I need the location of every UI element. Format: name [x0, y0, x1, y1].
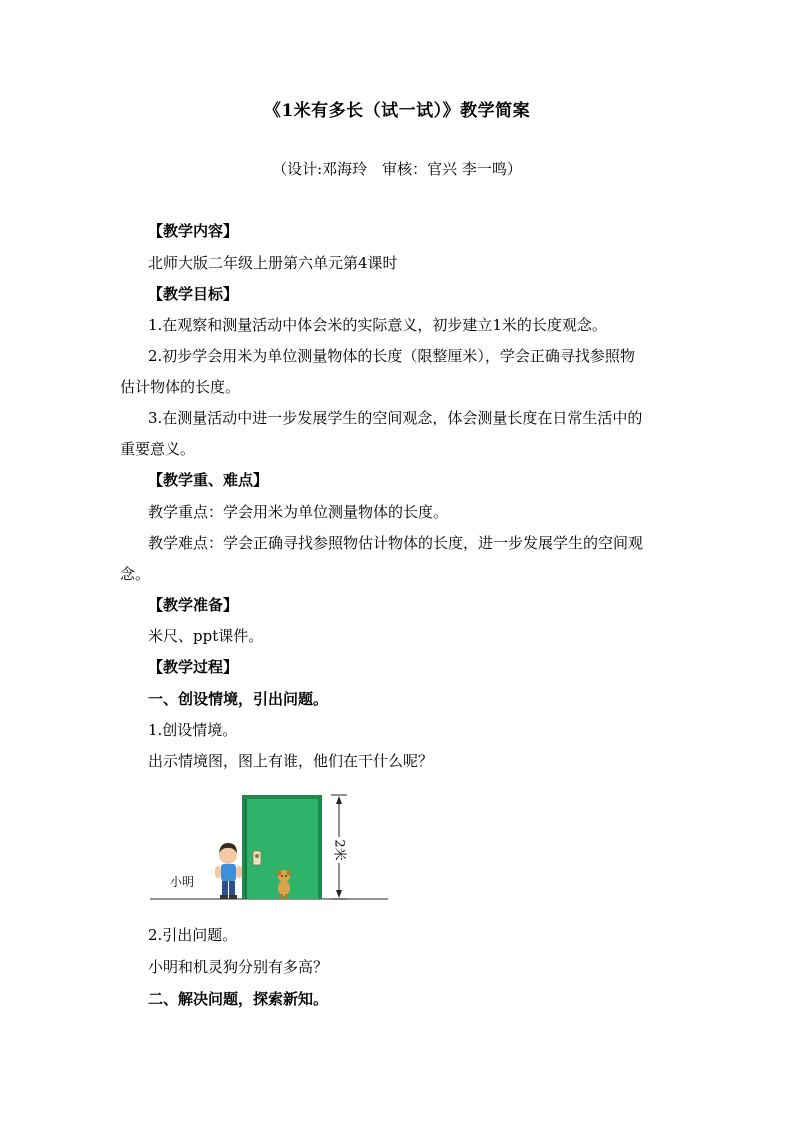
arrow-up-icon	[336, 796, 342, 804]
content-heading: 【教学内容】	[148, 222, 239, 240]
boy-label: 小明	[170, 875, 195, 889]
prep-heading: 【教学准备】	[148, 596, 239, 614]
key-heading: 【教学重、难点】	[148, 471, 269, 489]
door-height-label: 2米	[331, 839, 347, 861]
goals-heading: 【教学目标】	[148, 285, 239, 303]
step-1-2-text: 小明和机灵狗分别有多高？	[148, 958, 329, 976]
step-1-2: 2.引出问题。	[148, 926, 238, 944]
step-1-heading: 一、创设情境，引出问题。	[148, 690, 329, 708]
goal-3-line-2: 重要意义。	[120, 440, 196, 458]
key-point: 教学重点：学会用米为单位测量物体的长度。	[148, 503, 449, 521]
step-1-1: 1.创设情境。	[148, 721, 238, 739]
goal-2-line-1: 2.初步学会用米为单位测量物体的长度（限整厘米），学会正确寻找参照物	[148, 347, 635, 365]
step-1-1-text: 出示情境图，图上有谁，他们在干什么呢？	[148, 752, 434, 770]
process-heading: 【教学过程】	[148, 658, 239, 676]
step-2-heading: 二、解决问题，探索新知。	[148, 990, 329, 1008]
difficult-point-line-1: 教学难点：学会正确寻找参照物估计物体的长度，进一步发展学生的空间观	[148, 534, 644, 552]
page-title: 《1米有多长（试一试）》教学简案	[263, 101, 531, 121]
boy-figure	[215, 843, 242, 899]
goal-1: 1.在观察和测量活动中体会米的实际意义，初步建立1米的长度观念。	[148, 316, 607, 334]
situation-illustration	[150, 785, 388, 905]
prep-text: 米尺、ppt课件。	[148, 627, 264, 645]
arrow-down-icon	[336, 890, 342, 898]
content-text: 北师大版二年级上册第六单元第4课时	[148, 254, 398, 272]
goal-3-line-1: 3.在测量活动中进一步发展学生的空间观念，体会测量长度在日常生活中的	[148, 409, 643, 427]
page-subtitle: （设计:邓海玲 审核：官兴 李一鸣）	[272, 160, 522, 178]
goal-2-line-2: 估计物体的长度。	[120, 378, 241, 396]
difficult-point-line-2: 念。	[120, 565, 151, 583]
